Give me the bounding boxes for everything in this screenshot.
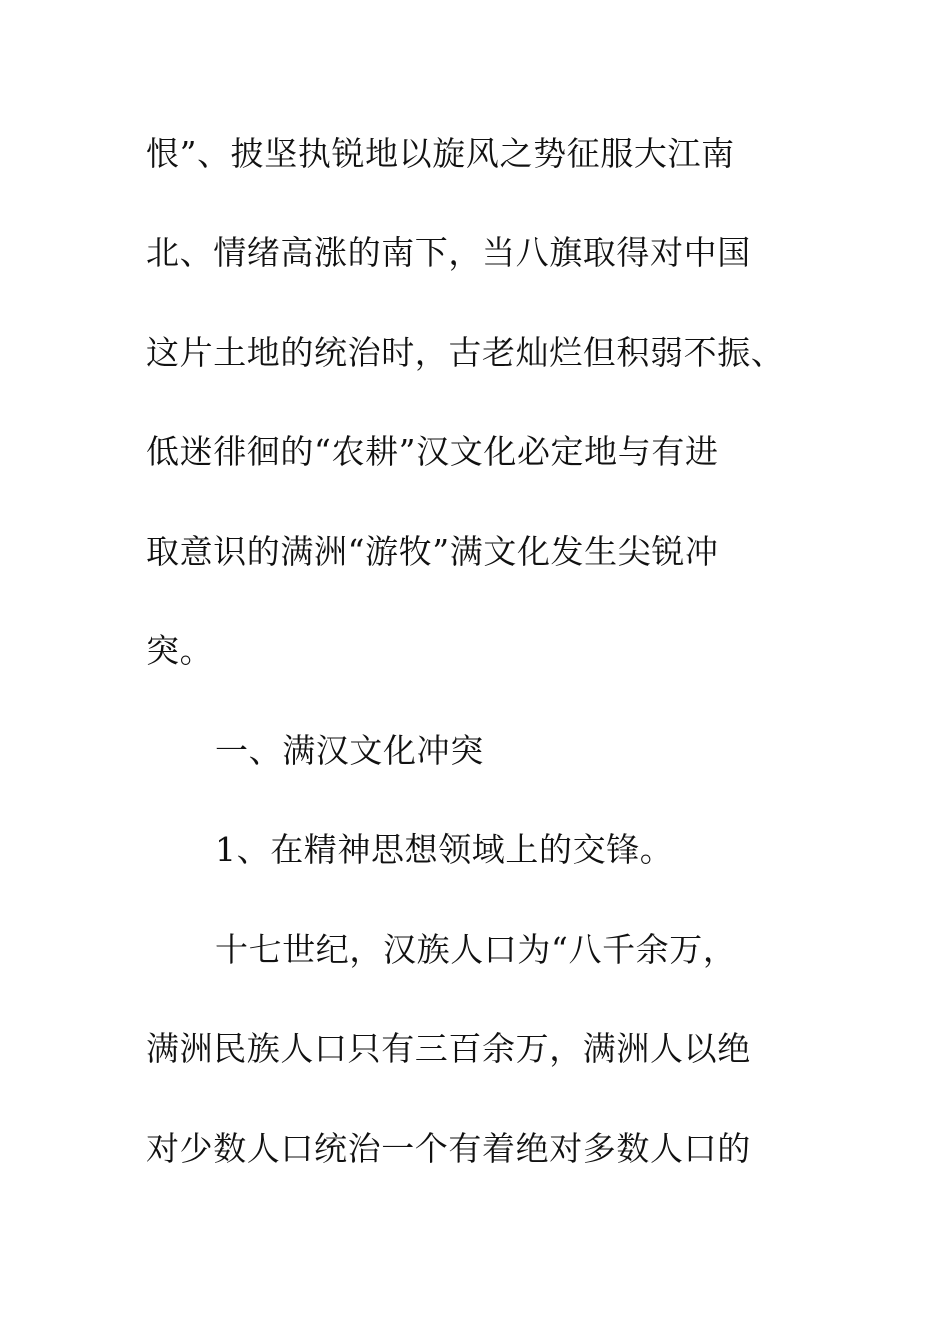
- body-text-line: 对少数人口统治一个有着绝对多数人口的: [146, 1129, 751, 1168]
- body-text-line: 这片土地的统治时，古老灿烂但积弱不振、: [146, 333, 785, 372]
- body-text-line: 突。: [146, 631, 214, 670]
- body-text-line: 北、情绪高涨的南下，当八旗取得对中国: [146, 233, 751, 272]
- paragraph-first-line: 十七世纪，汉族人口为“八千余万，: [215, 930, 737, 969]
- body-text-line: 恨”、披坚执锐地以旋风之势征服大江南: [146, 134, 735, 173]
- body-text-line: 低迷徘徊的“农耕”汉文化必定地与有进: [146, 432, 719, 471]
- body-text-line: 满洲民族人口只有三百余万，满洲人以绝: [146, 1029, 751, 1068]
- section-heading: 一、满汉文化冲突: [215, 731, 484, 770]
- body-text-line: 取意识的满洲“游牧”满文化发生尖锐冲: [146, 532, 719, 571]
- subsection-heading: 1、在精神思想领域上的交锋。: [215, 830, 674, 869]
